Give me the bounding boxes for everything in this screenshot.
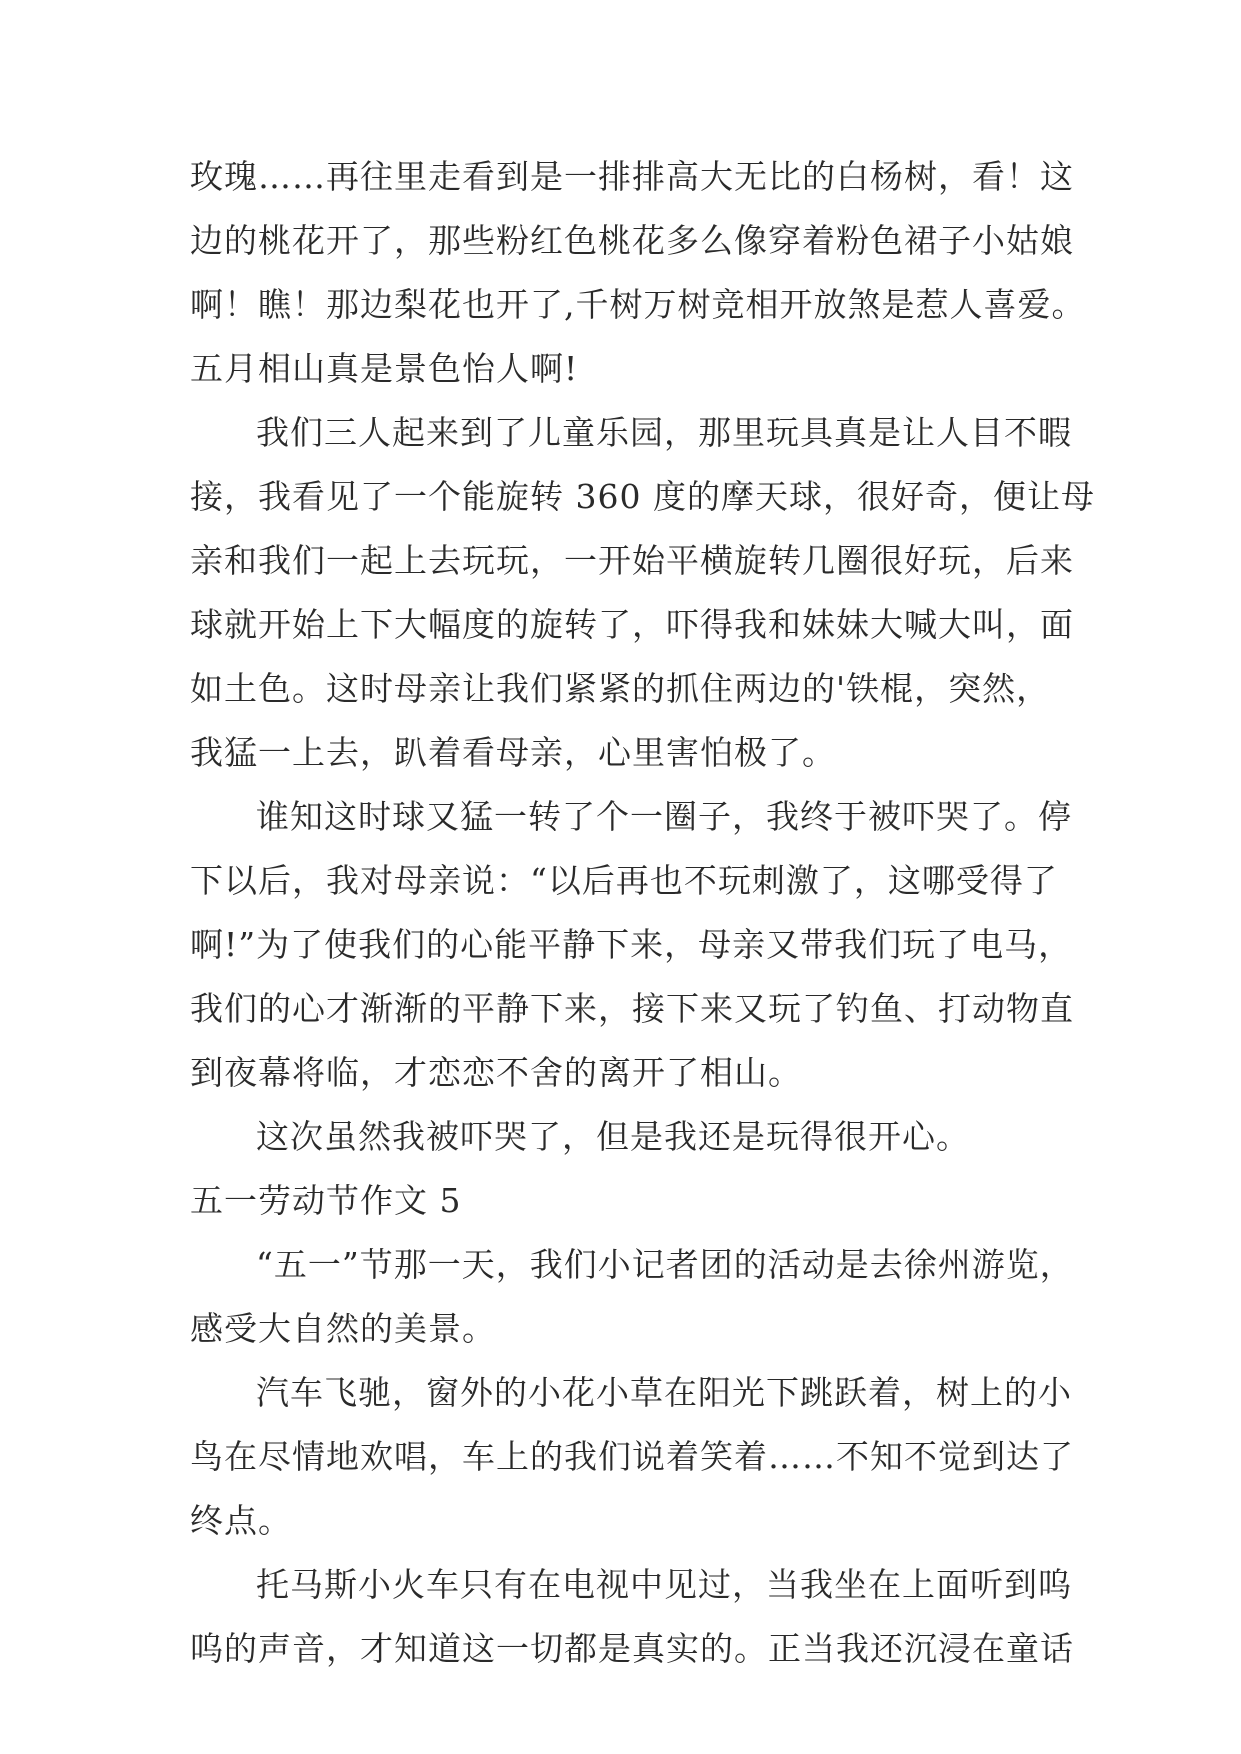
text-line: 边的桃花开了，那些粉红色桃花多么像穿着粉色裙子小姑娘 xyxy=(190,221,1074,260)
text-line: 啊！瞧！那边梨花也开了,千树万树竞相开放煞是惹人喜爱。 xyxy=(190,285,1086,324)
paragraph-line-indented: 我们三人起来到了儿童乐园，那里玩具真是让人目不暇 xyxy=(256,413,1072,452)
text-line: 下以后，我对母亲说：“以后再也不玩刺激了，这哪受得了 xyxy=(190,861,1058,900)
text-line: 鸟在尽情地欢唱，车上的我们说着笑着……不知不觉到达了 xyxy=(190,1437,1074,1476)
paragraph-line-indented: 谁知这时球又猛一转了个一圈子，我终于被吓哭了。停 xyxy=(256,797,1072,836)
text-line: 我们的心才渐渐的平静下来，接下来又玩了钓鱼、打动物直 xyxy=(190,989,1074,1028)
section-line: 五月相山真是景色怡人啊! xyxy=(190,349,579,388)
text-line: 终点。 xyxy=(190,1501,292,1540)
text-line: 感受大自然的美景。 xyxy=(190,1309,496,1348)
text-line: 呜的声音，才知道这一切都是真实的。正当我还沉浸在童话 xyxy=(190,1629,1074,1668)
paragraph-line-indented: 汽车飞驰，窗外的小花小草在阳光下跳跃着，树上的小 xyxy=(256,1373,1072,1412)
text-line: 玫瑰……再往里走看到是一排排高大无比的白杨树，看！这 xyxy=(190,157,1074,196)
section-heading: 五一劳动节作文 5 xyxy=(190,1181,462,1220)
text-line: 到夜幕将临，才恋恋不舍的离开了相山。 xyxy=(190,1053,802,1092)
paragraph-line-indented: 这次虽然我被吓哭了，但是我还是玩得很开心。 xyxy=(256,1117,970,1156)
text-line: 啊!”为了使我们的心能平静下来，母亲又带我们玩了电马， xyxy=(190,925,1073,964)
paragraph-line-indented: “五一”节那一天，我们小记者团的活动是去徐州游览， xyxy=(256,1245,1074,1284)
text-line: 我猛一上去，趴着看母亲，心里害怕极了。 xyxy=(190,733,836,772)
text-line: 亲和我们一起上去玩玩，一开始平横旋转几圈很好玩，后来 xyxy=(190,541,1074,580)
paragraph-line-indented: 托马斯小火车只有在电视中见过，当我坐在上面听到呜 xyxy=(256,1565,1072,1604)
text-line: 球就开始上下大幅度的旋转了，吓得我和妹妹大喊大叫，面 xyxy=(190,605,1074,644)
text-line: 接，我看见了一个能旋转 360 度的摩天球，很好奇，便让母 xyxy=(190,477,1095,516)
text-line: 如土色。这时母亲让我们紧紧的抓住两边的'铁棍，突然， xyxy=(190,669,1051,708)
